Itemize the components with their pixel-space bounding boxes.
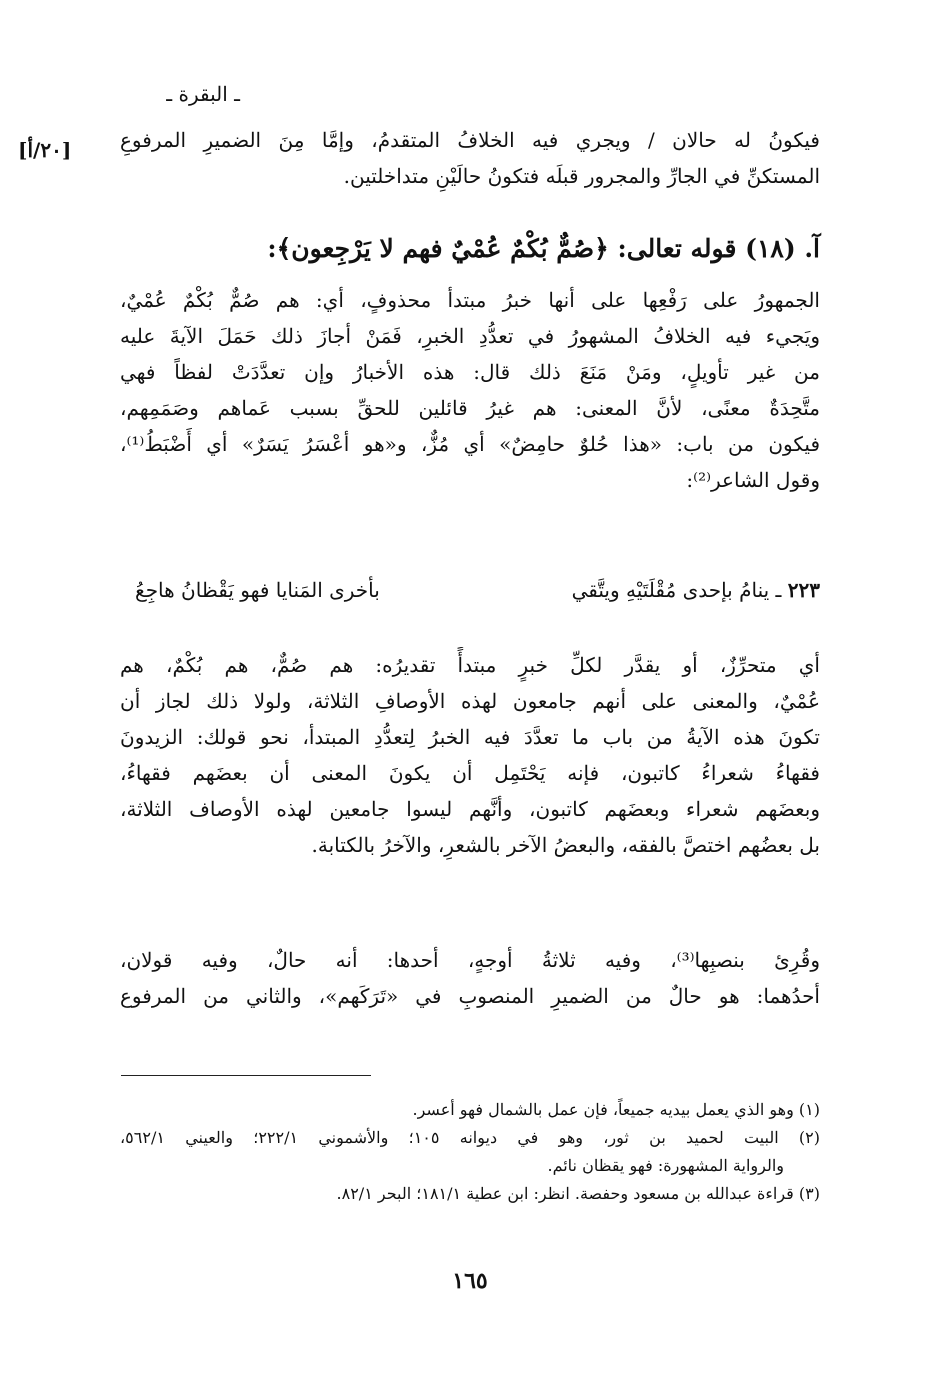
poetry-verse	[120, 578, 820, 602]
paragraph-2-line: الجمهورُ على رَفْعِها على أنها خبرُ مبتدأ محذوفٍ، أي: هم صُمٌّ بُكْمٌ عُمْيٌ،	[120, 288, 820, 312]
footnote: (١) وهو الذي يعمل بيديه جميعاً، فإن عمل بالشمال فهو أعسر.	[412, 1100, 820, 1119]
paragraph-2-line: فيكون من باب: «هذا حُلوٌ حامِضٌ» أي مُزٌّ، و«هو أعْسَرُ يَسَرٌ» أي أَضْبَطُ⁽¹⁾،	[120, 432, 820, 456]
paragraph-1-line: فيكونُ له حالان / ويجري فيه الخلافُ المتقدمُ، وإمَّا مِنَ الضميرِ المرفوعِ	[120, 128, 820, 152]
paragraph-1	[120, 122, 820, 194]
paragraph-3-line: أي متحرِّزٌ، أو يقدَّر لكلِّ خبرٍ مبتدأً تقديرُه: هم صُمٌّ، هم بُكْمٌ، هم	[120, 653, 820, 677]
footnote-continuation: والرواية المشهورة: فهو يقظان نائم.	[547, 1156, 784, 1175]
running-head: ـ البقرة ـ	[166, 82, 240, 106]
first-hemistich: ـ ينامُ بإحدى مُقْلَتَيْهِ ويتَّقي	[571, 578, 782, 602]
paragraph-2	[120, 282, 820, 498]
footnote-separator	[121, 1075, 371, 1076]
page-number: ١٦٥	[452, 1268, 488, 1294]
manuscript-folio-reference: [٢٠/أ]	[18, 138, 72, 162]
paragraph-4-line: وقُرِئ بنصبِها⁽³⁾، وفيه ثلاثةُ أوجهٍ، أحدها: أنه حالٌ، وفيه قولان،	[120, 948, 820, 972]
paragraph-2-line: من غير تأويلٍ، ومَنْ مَنَعَ ذلك قال: هذه الأخبارُ وإن تعدَّدَتْ لفظاً فهي	[120, 360, 820, 384]
paragraph-3-line: فقهاءُ شعراءُ كاتبون، فإنه يَحْتَمِل أن يكونَ المعنى أن بعضَهم فقهاءُ،	[120, 761, 820, 785]
paragraph-2-line: ويَجيء فيه الخلافُ المشهورُ في تعدُّدِ الخبرِ، فَمَنْ أجازَ ذلك حَمَلَ الآيةَ عليه	[120, 324, 820, 348]
footnotes	[120, 1096, 820, 1208]
second-hemistich: بأخرى المَنايا فهو يَقْظانُ هاجِعُ	[135, 578, 380, 602]
paragraph-3-line: وبعضَهم شعراء وبعضَهم كاتبون، وأنَّهم ليسوا جامعين لهذه الأوصاف الثلاثة،	[120, 797, 820, 821]
verse-heading: آ. (١٨) قوله تعالى: ﴿صُمٌّ بُكْمٌ عُمْيٌ فهم لا يَرْجِعون﴾:	[267, 234, 820, 263]
paragraph-4-line: أحدُهما: هو حالٌ من الضميرِ المنصوبِ في «تَرَكَهم»، والثاني من المرفوع	[120, 984, 820, 1008]
footnote: (٢) البيت لحميد بن ثور، وهو في ديوانه ١٠٥؛ والأشموني ٢٢٢/١؛ والعيني ٥٦٢/١،	[120, 1128, 820, 1147]
paragraph-2-line: وقول الشاعر⁽²⁾:	[686, 468, 820, 492]
paragraph-3-line: تكونَ هذه الآيةُ من باب ما تعدَّدَ فيه الخبرُ لِتعدُّدِ المبتدأ، نحو قولك: الزيدونَ	[120, 725, 820, 749]
paragraph-3-line: بل بعضُهم اختصَّ بالفقه، والبعضُ الآخر بالشعرِ، والآخرُ بالكتابة.	[311, 833, 820, 857]
paragraph-1-line: المستكنِّ في الجارِّ والمجرور قبلَه فتكونُ حالَيْنِ متداخلتين.	[343, 164, 820, 188]
paragraph-3	[120, 647, 820, 863]
paragraph-3-line: عُمْيٌ، والمعنى على أنهم جامعون لهذه الأوصافِ الثلاثة، ولولا ذلك لجاز أن	[120, 689, 820, 713]
paragraph-2-line: متَّحِدَةٌ معنًى، لأنَّ المعنى: هم غيرُ قائلين للحقِّ بسبب عَماهم وصَمَمِهم،	[120, 396, 820, 420]
verse-number: ٢٢٣	[787, 578, 820, 602]
paragraph-4	[120, 942, 820, 1014]
footnote: (٣) قراءة عبدالله بن مسعود وحفصة. انظر: ابن عطية ١٨١/١؛ البحر ٨٢/١.	[336, 1184, 820, 1203]
